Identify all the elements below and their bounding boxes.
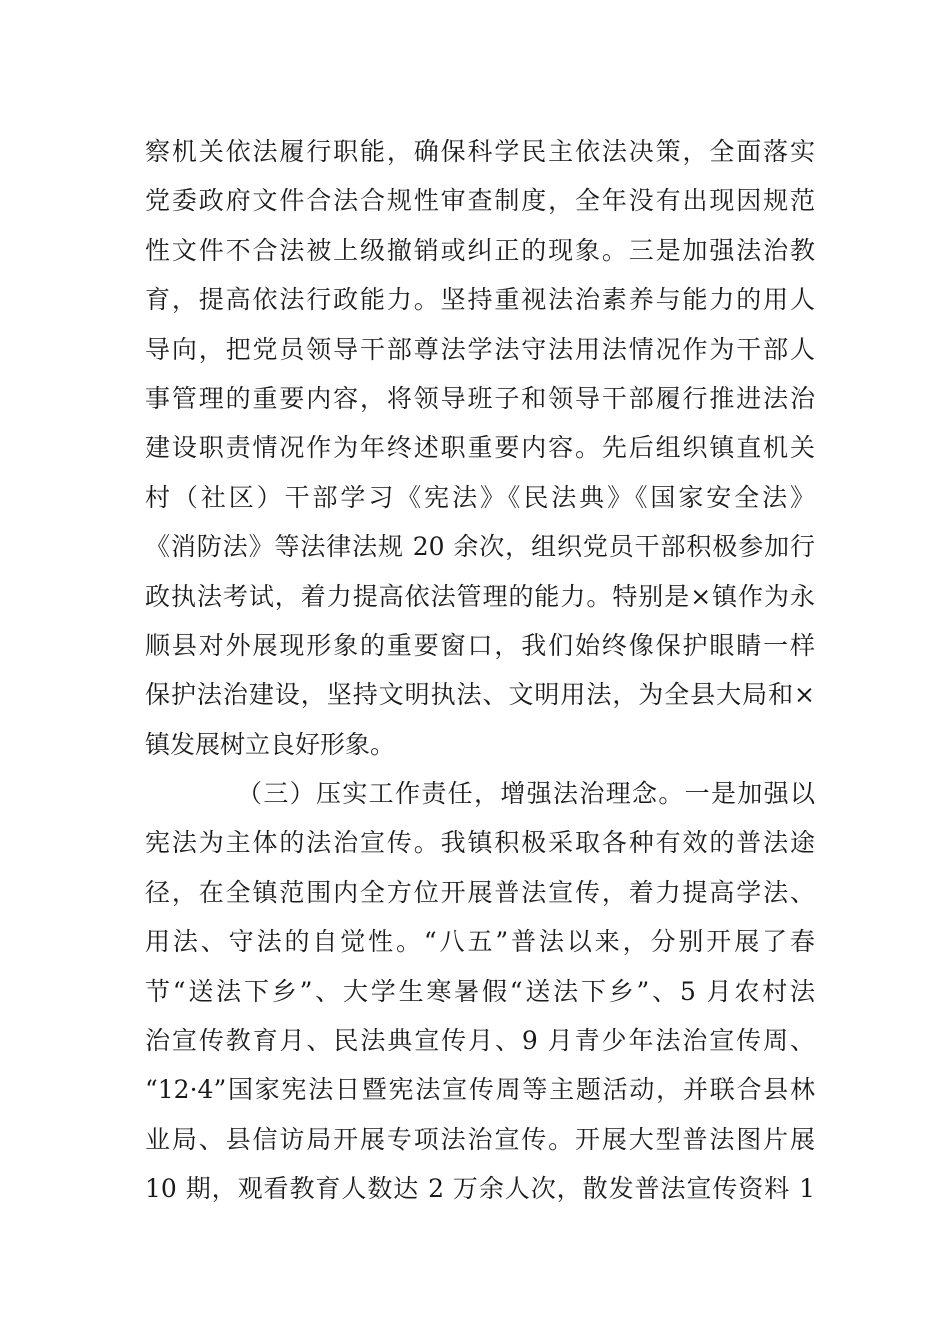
text-line: 性文件不合法被上级撤销或纠正的现象。三是加强法治教 [145, 235, 815, 265]
text-line: 察机关依法履行职能，确保科学民主依法决策，全面落实 [145, 137, 815, 166]
paragraph-end-line: 镇发展树立良好形象。 [145, 729, 396, 759]
text-line: 业局、县信访局开展专项法治宣传。开展大型普法图片展 [145, 1124, 815, 1154]
section-heading-line: （三）压实工作责任，增强法治理念。一是加强以 [237, 779, 815, 809]
body-text [145, 127, 815, 1214]
text-line: 节“送法下乡”、大学生寒暑假“送法下乡”、5 月农村法 [145, 976, 815, 1006]
text-line: 保护法治建设，坚持文明执法、文明用法，为全县大局和× [145, 680, 815, 710]
text-line: 径，在全镇范围内全方位开展普法宣传，着力提高学法、 [145, 877, 815, 907]
text-line: 事管理的重要内容，将领导班子和领导干部履行推进法治 [145, 383, 815, 413]
text-line: 宪法为主体的法治宣传。我镇积极采取各种有效的普法途 [145, 828, 815, 858]
text-line: 政执法考试，着力提高依法管理的能力。特别是×镇作为永 [145, 581, 815, 611]
text-line: 顺县对外展现形象的重要窗口，我们始终像保护眼睛一样 [145, 630, 815, 660]
text-line: 治宣传教育月、民法典宣传月、9 月青少年法治宣传周、 [145, 1026, 815, 1056]
text-line: 村（社区）干部学习《宪法》《民法典》《国家安全法》 [145, 482, 815, 512]
text-line: 《消防法》等法律法规 20 余次，组织党员干部积极参加行 [145, 532, 815, 562]
text-line: 党委政府文件合法合规性审查制度，全年没有出现因规范 [145, 186, 815, 216]
text-line: 育，提高依法行政能力。坚持重视法治素养与能力的用人 [145, 285, 815, 315]
text-line: “12·4”国家宪法日暨宪法宣传周等主题活动，并联合县林 [145, 1075, 815, 1105]
text-line: 建设职责情况作为年终述职重要内容。先后组织镇直机关 [145, 433, 815, 463]
text-line: 用法、守法的自觉性。“八五”普法以来，分别开展了春 [145, 927, 815, 957]
text-line: 10 期，观看教育人数达 2 万余人次，散发普法宣传资料 1 [145, 1174, 815, 1204]
text-line: 导向，把党员领导干部尊法学法守法用法情况作为干部人 [145, 334, 815, 364]
